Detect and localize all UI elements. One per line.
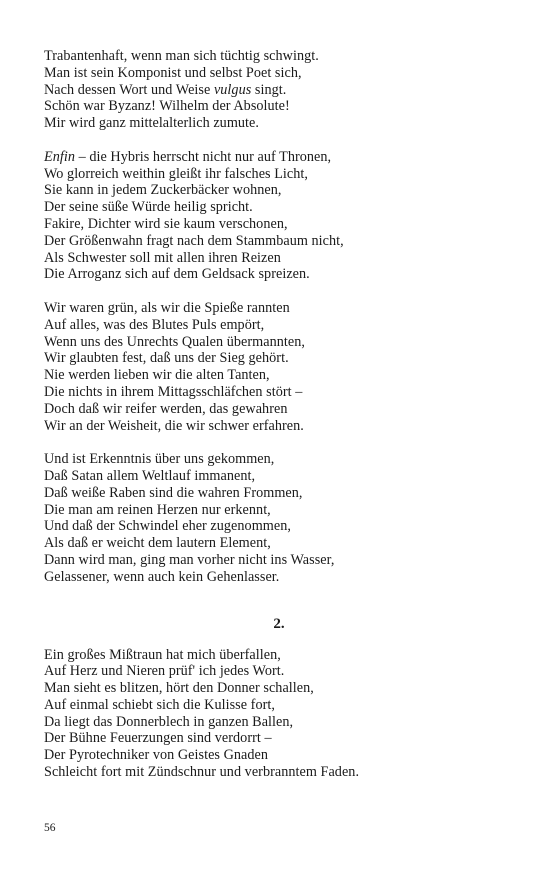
verse-line: Schön war Byzanz! Wilhelm der Absolute! bbox=[44, 98, 290, 115]
stanza-1 bbox=[44, 48, 514, 132]
verse-line bbox=[44, 82, 514, 99]
verse-line-text: Nach dessen Wort und Weise bbox=[44, 81, 214, 98]
verse-line-italic: Enfin bbox=[44, 148, 75, 165]
verse-line: Auf alles, was des Blutes Puls empört, bbox=[44, 316, 265, 333]
verse-line: Wir an der Weisheit, die wir schwer erfahren. bbox=[44, 417, 304, 434]
verse-line-italic: vulgus bbox=[213, 81, 252, 98]
verse-line: Fakire, Dichter wird sie kaum verschonen, bbox=[44, 215, 288, 232]
verse-line: Die Arroganz sich auf dem Geldsack spreizen. bbox=[44, 266, 310, 283]
verse-line: Schleicht fort mit Zündschnur und verbranntem Faden. bbox=[44, 764, 360, 781]
section-number: 2. bbox=[273, 615, 285, 632]
verse-line: Wir waren grün, als wir die Spieße rannten bbox=[44, 299, 290, 316]
verse-line: Sie kann in jedem Zuckerbäcker wohnen, bbox=[44, 182, 282, 199]
verse-line: Und ist Erkenntnis über uns gekommen, bbox=[44, 451, 275, 468]
verse-line: Wenn uns des Unrechts Qualen übermannten, bbox=[44, 333, 305, 350]
verse-line: Da liegt das Donnerblech in ganzen Ballen, bbox=[44, 713, 294, 730]
verse-line: Die man am reinen Herzen nur erkennt, bbox=[44, 501, 271, 518]
verse-line: Trabantenhaft, wenn man sich tüchtig schwingt. bbox=[44, 48, 319, 64]
stanza-section-2 bbox=[44, 647, 514, 781]
verse-line: Dann wird man, ging man vorher nicht ins Wasser, bbox=[44, 551, 335, 568]
verse-line: Wo glorreich weithin gleißt ihr falsches Licht, bbox=[44, 165, 308, 182]
verse-line: Mir wird ganz mittelalterlich zumute. bbox=[44, 115, 259, 132]
verse-line: Auf einmal schiebt sich die Kulisse fort, bbox=[44, 696, 275, 713]
stanza-4 bbox=[44, 451, 514, 585]
verse-line: Der Größenwahn fragt nach dem Stammbaum nicht, bbox=[44, 232, 344, 249]
verse-line: Daß Satan allem Weltlauf immanent, bbox=[44, 467, 256, 484]
verse-line: Der Pyrotechniker von Geistes Gnaden bbox=[44, 747, 269, 764]
verse-line: Doch daß wir reifer werden, das gewahren bbox=[44, 400, 288, 417]
verse-line: Und daß der Schwindel eher zugenommen, bbox=[44, 518, 291, 535]
verse-line: Der Bühne Feuerzungen sind verdorrt – bbox=[44, 730, 272, 747]
verse-line: Wir glaubten fest, daß uns der Sieg gehört. bbox=[44, 350, 289, 367]
verse-line: Man sieht es blitzen, hört den Donner schallen, bbox=[44, 680, 314, 697]
verse-line-text: – die Hybris herrscht nicht nur auf Thronen, bbox=[75, 148, 332, 165]
verse-line: Als Schwester soll mit allen ihren Reizen bbox=[44, 249, 281, 266]
verse-line-text: singt. bbox=[251, 81, 287, 98]
verse-line bbox=[44, 149, 514, 166]
verse-line: Daß weiße Raben sind die wahren Frommen, bbox=[44, 484, 303, 501]
verse-line: Nie werden lieben wir die alten Tanten, bbox=[44, 367, 270, 384]
poem-page bbox=[44, 48, 514, 798]
verse-line: Die nichts in ihrem Mittagsschläfchen stört – bbox=[44, 383, 303, 400]
verse-line: Der seine süße Würde heilig spricht. bbox=[44, 199, 253, 216]
verse-line: Man ist sein Komponist und selbst Poet sich, bbox=[44, 64, 302, 81]
verse-line: Ein großes Mißtraun hat mich überfallen, bbox=[44, 646, 281, 663]
stanza-2 bbox=[44, 149, 514, 283]
stanza-3 bbox=[44, 300, 514, 434]
verse-line: Als daß er weicht dem lautern Element, bbox=[44, 535, 271, 552]
page-number: 56 bbox=[44, 822, 56, 834]
verse-line: Auf Herz und Nieren prüf' ich jedes Wort. bbox=[44, 663, 285, 680]
verse-line: Gelassener, wenn auch kein Gehenlasser. bbox=[44, 568, 280, 585]
